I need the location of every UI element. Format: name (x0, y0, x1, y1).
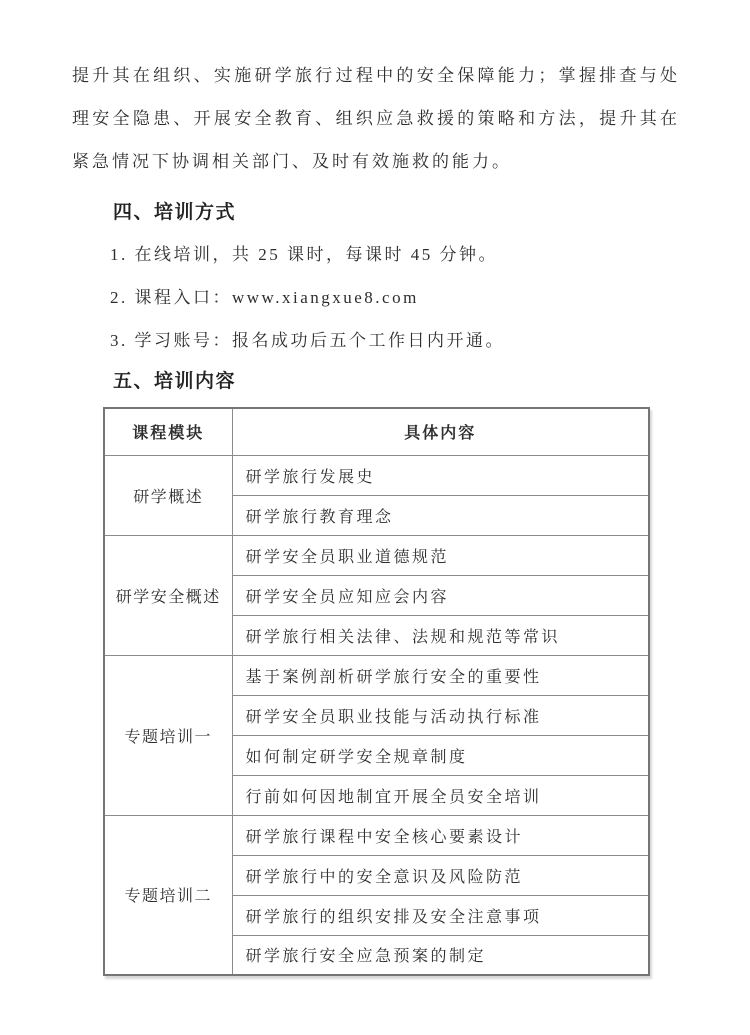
content-cell: 基于案例剖析研学旅行安全的重要性 (232, 655, 649, 695)
column-header-detail: 具体内容 (232, 408, 649, 455)
content-cell: 研学安全员应知应会内容 (232, 575, 649, 615)
module-cell-special-training-1: 专题培训一 (104, 655, 232, 815)
content-cell: 研学安全员职业道德规范 (232, 535, 649, 575)
content-cell: 研学旅行教育理念 (232, 495, 649, 535)
table-row (104, 455, 649, 495)
content-cell: 研学旅行相关法律、法规和规范等常识 (232, 615, 649, 655)
list-item-course-url: 2. 课程入口：www.xiangxue8.com (110, 288, 419, 307)
list-item-duration: 1. 在线培训，共 25 课时，每课时 45 分钟。 (110, 245, 498, 264)
content-cell: 行前如何因地制宜开展全员安全培训 (232, 775, 649, 815)
content-cell: 研学安全员职业技能与活动执行标准 (232, 695, 649, 735)
section-heading-training-content: 五、培训内容 (113, 371, 237, 392)
module-cell-safety-overview: 研学安全概述 (104, 535, 232, 655)
content-cell: 如何制定研学安全规章制度 (232, 735, 649, 775)
table-row (104, 815, 649, 855)
table-header-row (104, 408, 649, 455)
content-cell: 研学旅行的组织安排及安全注意事项 (232, 895, 649, 935)
list-item-account: 3. 学习账号：报名成功后五个工作日内开通。 (110, 331, 505, 350)
training-method-list (110, 233, 750, 362)
content-cell: 研学旅行课程中安全核心要素设计 (232, 815, 649, 855)
training-content-table (103, 407, 650, 976)
module-cell-overview: 研学概述 (104, 455, 232, 535)
section-heading-training-method: 四、培训方式 (113, 202, 237, 223)
content-cell: 研学旅行安全应急预案的制定 (232, 935, 649, 975)
column-header-module: 课程模块 (104, 408, 232, 455)
module-cell-special-training-2: 专题培训二 (104, 815, 232, 975)
table-row (104, 655, 649, 695)
table-row (104, 535, 649, 575)
content-cell: 研学旅行发展史 (232, 455, 649, 495)
content-cell: 研学旅行中的安全意识及风险防范 (232, 855, 649, 895)
intro-paragraph: 提升其在组织、实施研学旅行过程中的安全保障能力；掌握排查与处理安全隐患、开展安全教育、组织应急救援的策略和方法，提升其在紧急情况下协调相关部门、及时有效施救的能力。 (72, 66, 680, 171)
